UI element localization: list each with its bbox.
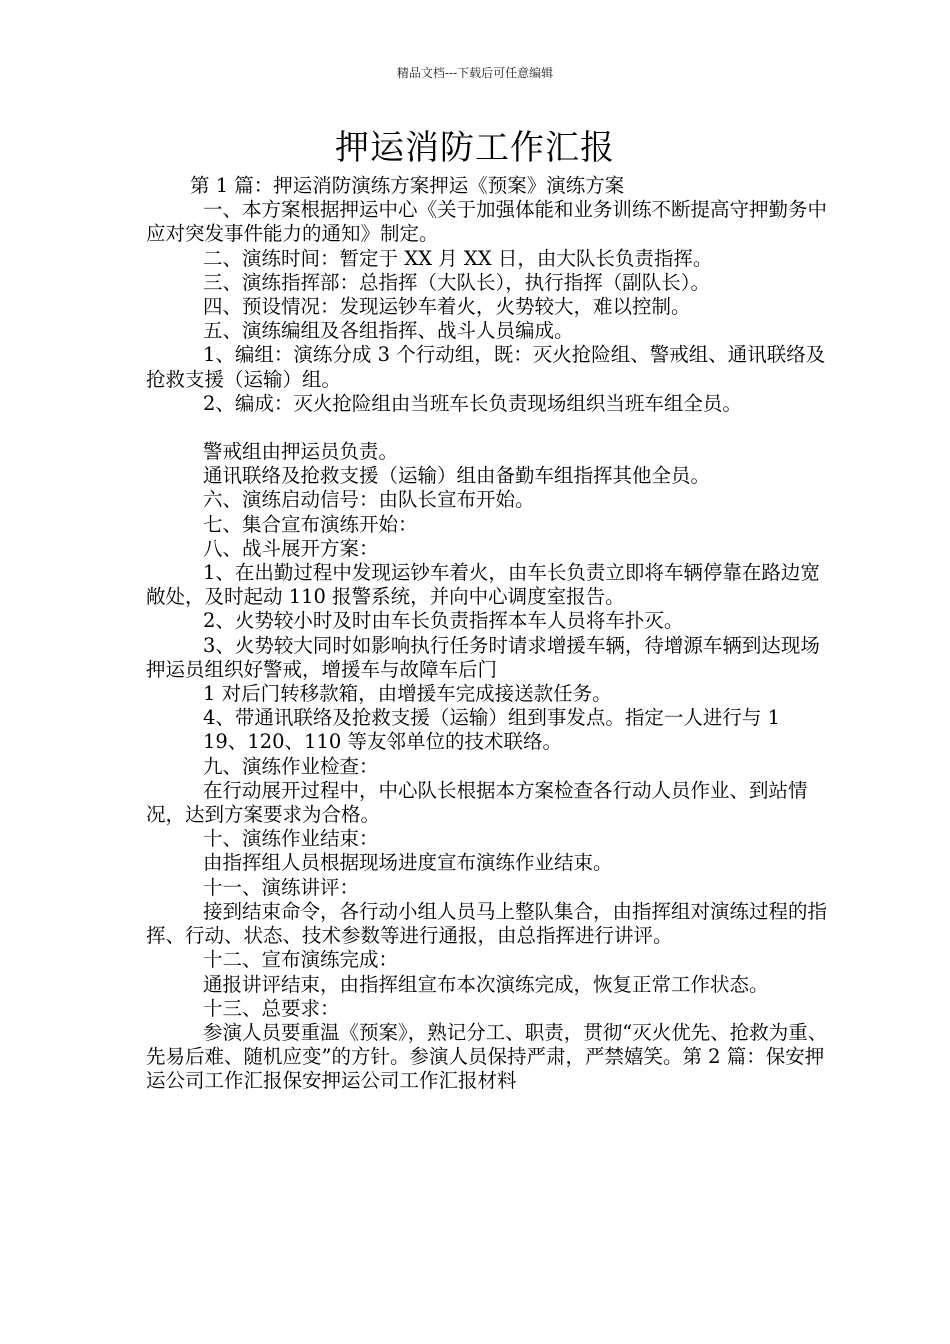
paragraph: 1 对后门转移款箱，由增援车完成接送款任务。 [203,682,612,706]
paragraph: 十三、总要求： [203,996,340,1020]
paragraph: 五、演练编组及各组指挥、战斗人员编成。 [203,319,574,343]
paragraph: 2、火势较小时及时由车长负责指挥本车人员将车扑灭。 [203,609,684,633]
paragraph-section-1-heading: 第 1 篇：押运消防演练方案押运《预案》演练方案 [190,174,625,197]
paragraph: 三、演练指挥部：总指挥（大队长），执行指挥（副队长）。 [203,270,711,294]
document-title: 押运消防工作汇报 [335,128,615,168]
blank-line [146,416,836,440]
paragraph: 九、演练作业检查： [203,754,379,778]
paragraph: 3、火势较大同时如影响执行任务时请求增援车辆，待增源车辆到达现场押运员组织好警戒，增援车与故障车后门 [146,633,820,681]
paragraph: 六、演练启动信号：由队长宣布开始。 [203,488,535,512]
paragraph: 2、编成：灭火抢险组由当班车长负责现场组织当班车组全员。 [203,391,742,415]
paragraph: 19、120、110 等友邻单位的技术联络。 [203,730,562,754]
paragraph: 在行动展开过程中，中心队长根据本方案检查各行动人员作业、到站情况，达到方案要求为合格。 [146,778,808,827]
paragraph: 四、预设情况：发现运钞车着火，火势较大，难以控制。 [203,295,691,319]
paragraph: 十一、演练讲评： [203,875,360,899]
paragraph: 十二、宣布演练完成： [203,948,399,972]
paragraph: 二、演练时间：暂定于 XX 月 XX 日，由大队长负责指挥。 [203,246,713,270]
paragraph: 1、在出勤过程中发现运钞车着火，由车长负责立即将车辆停靠在路边宽敞处，及时起动 110 报警系统，并向中心调度室报告。 [146,561,820,609]
paragraph: 参演人员要重温《预案》，熟记分工、职责，贯彻“灭火优先、抢救为重、先易后难、随机应变”的方针。参演人员保持严肃，严禁嬉笑。第 2 篇：保安押运公司工作汇报保安押运公司工作汇报材料 [146,1020,828,1093]
paragraph: 接到结束命令，各行动小组人员马上整队集合，由指挥组对演练过程的指挥、行动、状态、技术参数等进行通报，由总指挥进行讲评。 [146,899,828,948]
paragraph: 通讯联络及抢救支援（运输）组由备勤车组指挥其他全员。 [203,464,711,488]
paragraph: 一、本方案根据押运中心《关于加强体能和业务训练不断提高守押勤务中应对突发事件能力的通知》制定。 [146,198,828,246]
paragraph: 警戒组由押运员负责。 [203,440,399,464]
paragraph: 4、带通讯联络及抢救支援（运输）组到事发点。指定一人进行与 1 [203,706,781,730]
paragraph: 1、编组：演练分成 3 个行动组，既：灭火抢险组、警戒组、通讯联络及抢救支援（运输）组。 [146,343,826,391]
paragraph: 由指挥组人员根据现场进度宣布演练作业结束。 [203,851,613,875]
paragraph: 十、演练作业结束： [203,827,379,851]
paragraph: 八、战斗展开方案： [203,536,379,560]
paragraph: 通报讲评结束，由指挥组宣布本次演练完成，恢复正常工作状态。 [203,972,769,996]
document-body [146,174,836,1094]
paragraph: 七、集合宣布演练开始： [203,512,418,536]
header-note: 精品文档---下载后可任意编辑 [396,66,554,80]
